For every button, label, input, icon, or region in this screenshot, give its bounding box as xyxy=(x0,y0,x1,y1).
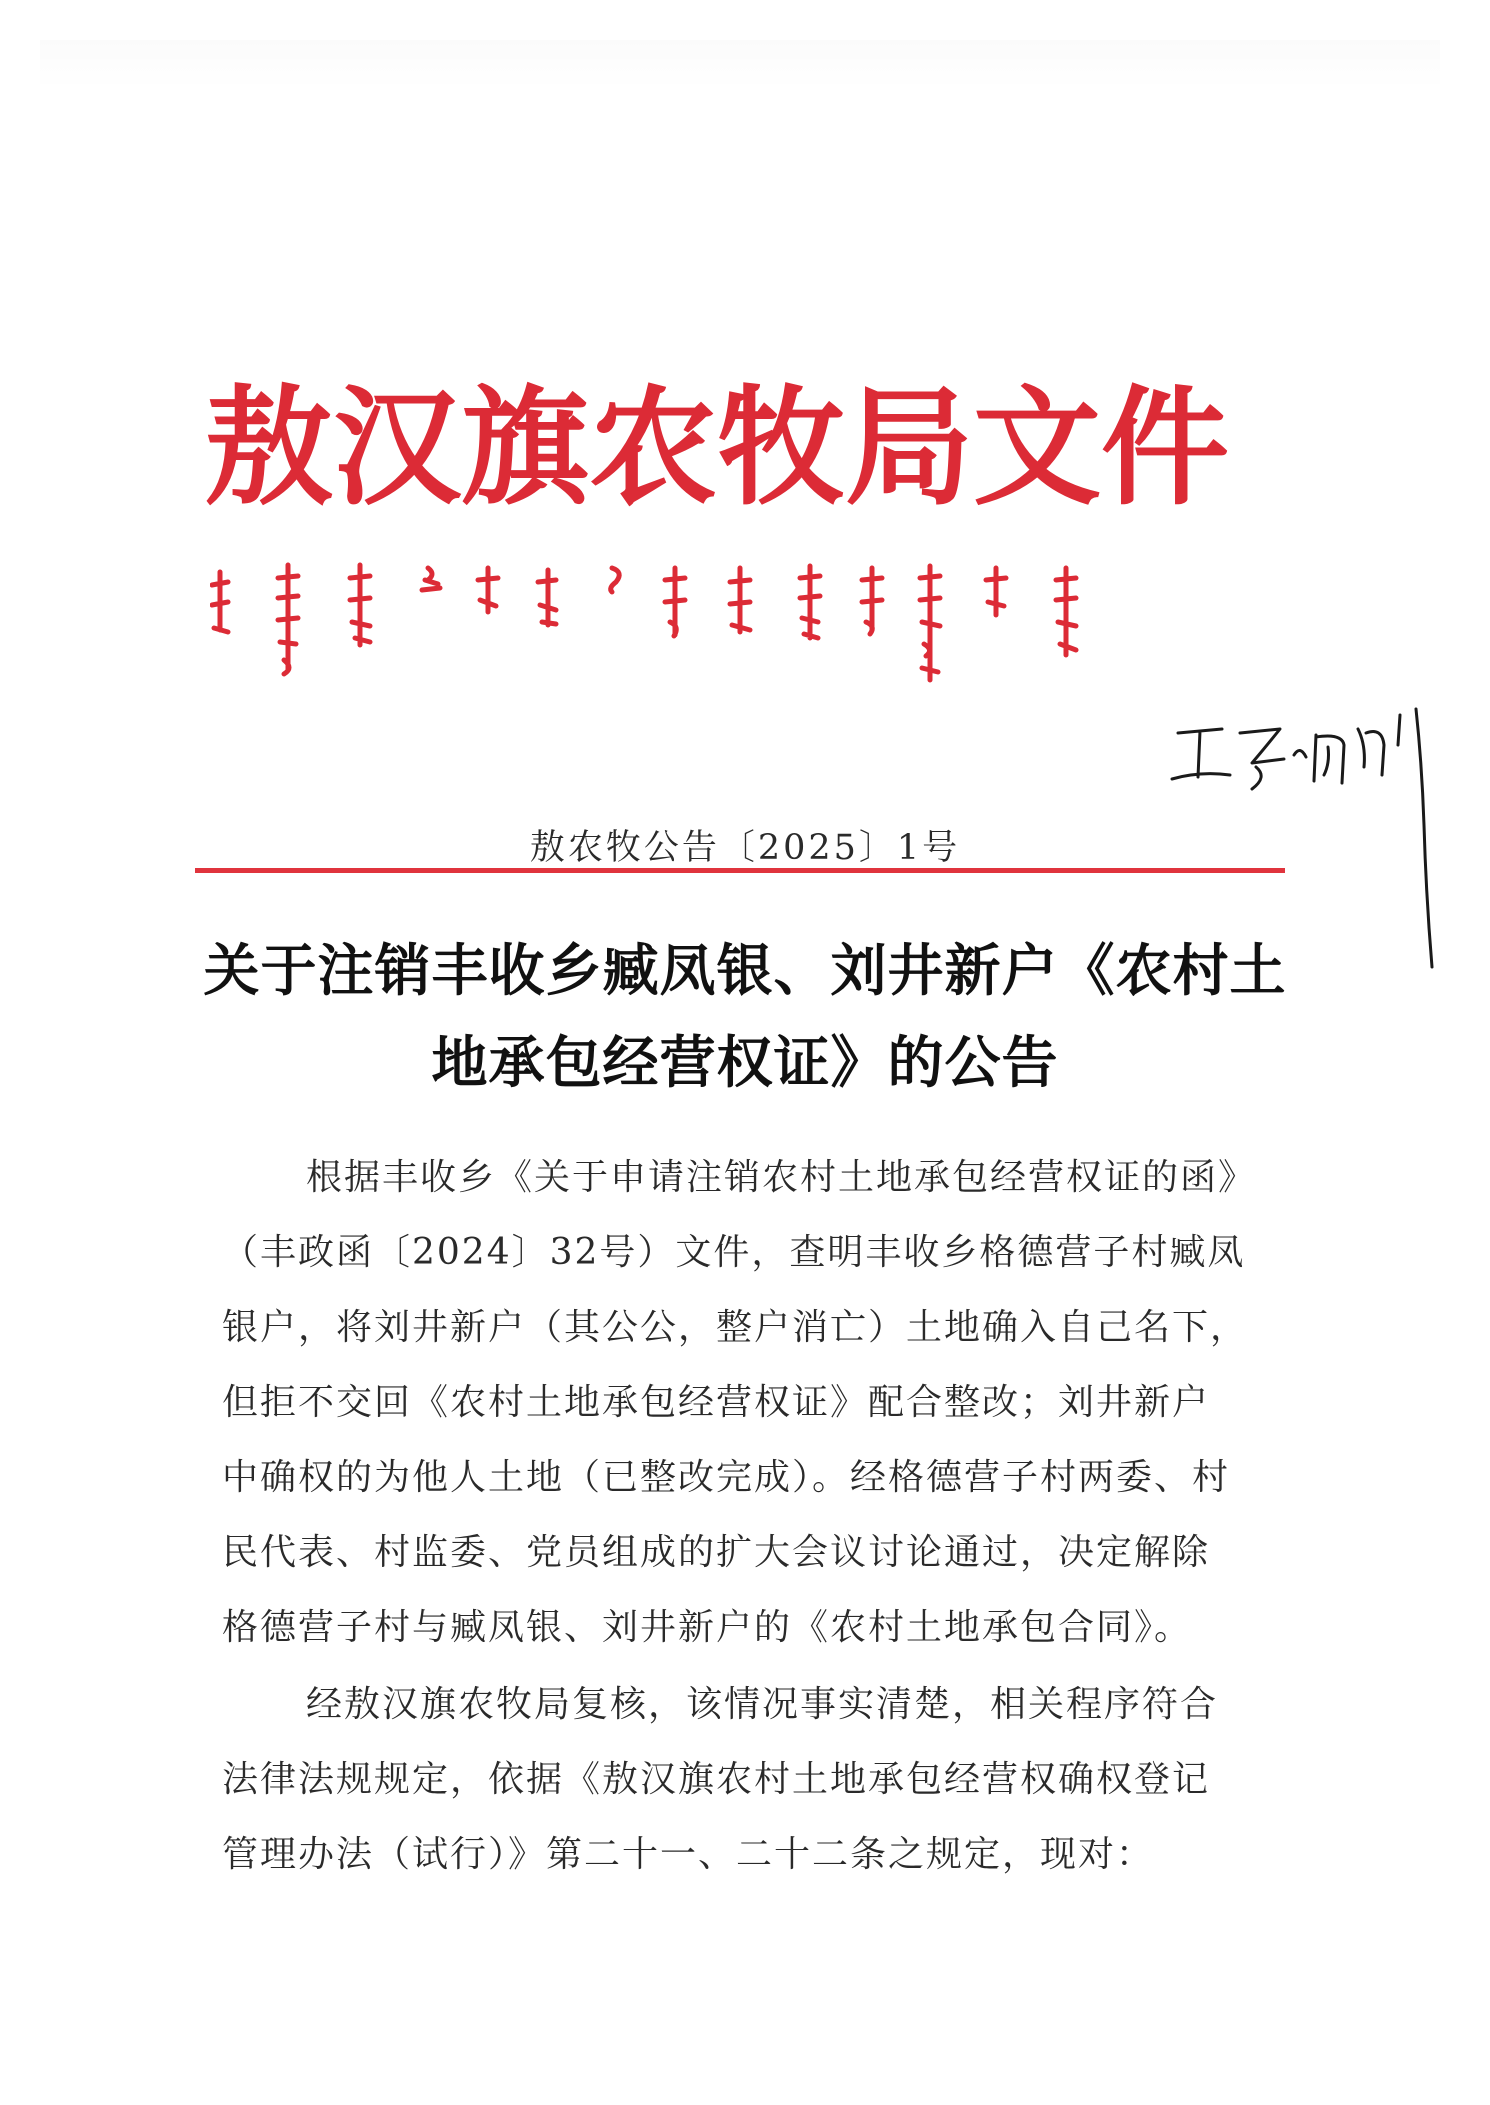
text-line: 但拒不交回《农村土地承包经营权证》配合整改；刘井新户 xyxy=(222,1382,1211,1423)
red-divider-line xyxy=(195,868,1285,873)
masthead-title: 敖汉旗农牧局文件 xyxy=(205,374,1230,523)
text-line: 经敖汉旗农牧局复核，该情况事实清楚，相关程序符合 xyxy=(306,1684,1219,1725)
title-line-2: 地承包经营权证》的公告 xyxy=(431,1030,1059,1096)
scan-artifact xyxy=(40,40,1440,90)
text-line: （丰政函〔2024〕32号）文件，查明丰收乡格德营子村臧凤 xyxy=(222,1232,1246,1273)
paragraph-1 xyxy=(222,1140,1268,1665)
text-line: 法律法规规定，依据《敖汉旗农村土地承包经营权确权登记 xyxy=(222,1759,1211,1800)
title-line-1: 关于注销丰收乡臧凤银、刘井新户《农村土 xyxy=(203,938,1287,1004)
mongolian-script-graphic xyxy=(210,560,1270,710)
mongolian-script-line xyxy=(210,560,1270,710)
document-number: 敖农牧公告〔2025〕1号 xyxy=(529,828,961,868)
text-line: 管理办法（试行）》第二十一、二十二条之规定，现对： xyxy=(222,1834,1155,1875)
text-line: 中确权的为他人土地（已整改完成）。经格德营子村两委、村 xyxy=(222,1457,1231,1498)
text-line: 民代表、村监委、党员组成的扩大会议讨论通过，决定解除 xyxy=(222,1532,1211,1573)
paragraph-2 xyxy=(222,1667,1268,1892)
text-line: 银户，将刘井新户（其公公，整户消亡）土地确入自己名下， xyxy=(222,1307,1249,1348)
text-line: 格德营子村与臧凤银、刘井新户的《农村土地承包合同》。 xyxy=(222,1607,1193,1648)
notice-title xyxy=(180,925,1310,1109)
text-line: 根据丰收乡《关于申请注销农村土地承包经营权证的函》 xyxy=(306,1157,1257,1198)
body-text xyxy=(222,1140,1268,1892)
